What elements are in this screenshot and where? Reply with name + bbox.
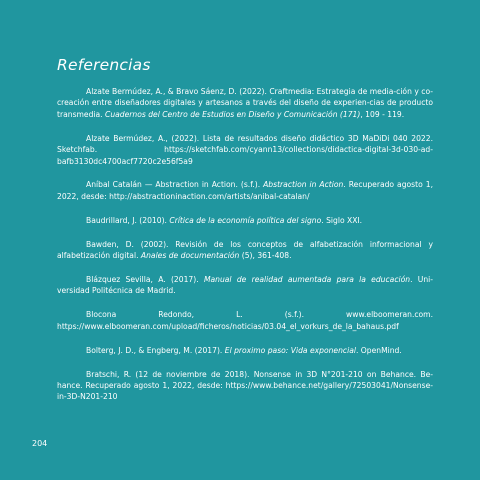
reference-item: Alzate Bermúdez, A., & Bravo Sáenz, D. (2022). Craftmedia: Estrategia de media-ción y co-creación entre diseñadores digitales y artesanos a través del diseño de experien-cias de producto transmedia. Cuadernos del Centro de Estudios en Diseño y Comunicación (171), 109 - 119. [57, 87, 433, 119]
page-number: 204 [32, 439, 48, 448]
reference-item: Bratschi, R. (12 de noviembre de 2018). Nonsense in 3D N°201-210 on Behance. Be-hance. Recuperado agosto 1, 2022, desde: https://www.behance.net/gallery/72503041/Nonsense-in-3D-N201-210 [57, 369, 433, 402]
reference-item: Bolterg, J. D., & Engberg, M. (2017). El proximo paso: Vida exponencial. OpenMind. [86, 345, 402, 355]
reference-list [57, 86, 433, 415]
reference-item: Aníbal Catalán — Abstraction in Action. (s.f.). Abstraction in Action. Recuperado agosto 1, 2022, desde: http://abstractioninaction.com/artists/anibal-catalan/ [57, 180, 433, 201]
reference-item: Blázquez Sevilla, A. (2017). Manual de realidad aumentada para la educación. Uni-versidad Politécnica de Madrid. [57, 274, 433, 296]
reference-item: Alzate Bermúdez, A., (2022). Lista de resultados diseño didáctico 3D MaDiDi 040 2022. Sketchfab. https://sketchfab.com/cyann13/collections/didactica-digital-3d-030-ad-bafb3130dc4700acf7720c2e56f5a9 [57, 133, 433, 166]
section-title: Referencias [57, 56, 151, 74]
reference-item: Blocona Redondo, L. (s.f.). www.elboomeran.com. https://www.elboomeran.com/upload/ficheros/noticias/03.04_el_vorkurs_de_la_bahaus.pdf [57, 310, 433, 331]
reference-item: Bawden, D. (2002). Revisión de los conceptos de alfabetización informacional y alfabetización digital. Anales de documentación (5), 361-408. [57, 239, 433, 261]
reference-item: Baudrillard, J. (2010). Crítica de la economía política del signo. Siglo XXI. [86, 215, 363, 225]
